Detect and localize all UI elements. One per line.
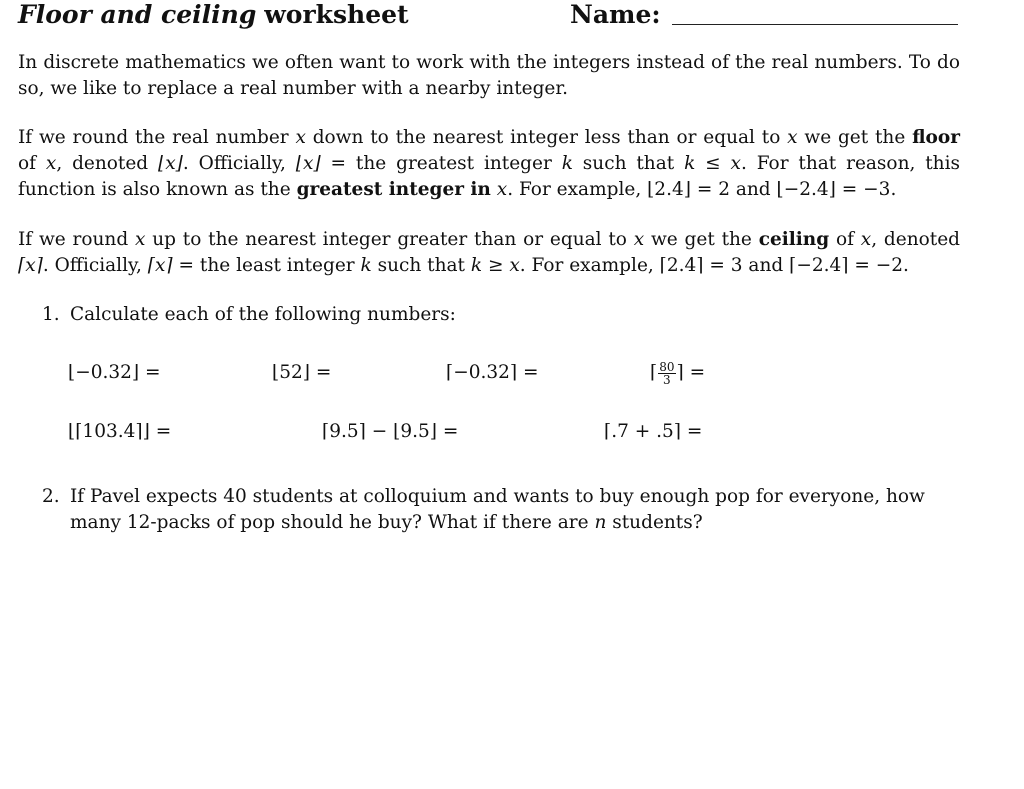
- question-2-number: 2.: [42, 486, 60, 507]
- ceiling-term: ceiling: [758, 229, 830, 250]
- title-regular: worksheet: [264, 0, 409, 29]
- expr-floor-52: ⌊52⌋ =: [272, 362, 332, 383]
- floor-paragraph: If we round the real number x down to the nearest integer less than or equal to x we get the floor of x, denoted ⌊x⌋. Officially, ⌊x⌋ = the greatest integer k such that k ≤ x. For that reason, this function is also known as the greatest integer in x. For example, ⌊2.4⌋ = 2 and ⌊−2.4⌋ = −3.: [18, 127, 960, 200]
- expr-ceiling-minus-floor-95: ⌈9.5⌉ − ⌊9.5⌋ =: [322, 421, 459, 442]
- floor-example-1: ⌊2.4⌋ = 2: [647, 179, 730, 200]
- intro-paragraph: In discrete mathematics we often want to work with the integers instead of the real numbers. To do so, we like to replace a real number with a nearby integer.: [18, 52, 960, 99]
- floor-example-2: ⌊−2.4⌋ = −3: [776, 179, 891, 200]
- question-2-text: If Pavel expects 40 students at colloquium and wants to buy enough pop for everyone, how many 12-packs of pop should he buy? What if there are n students?: [70, 486, 925, 533]
- worksheet-title: [18, 0, 409, 34]
- question-1-text: Calculate each of the following numbers:: [70, 304, 456, 325]
- expr-ceiling-80-over-3: ⌈ $\frac{80}{3}$ ⌉ =: [650, 360, 706, 387]
- floor-term: floor: [912, 127, 960, 148]
- ceiling-paragraph: If we round x up to the nearest integer greater than or equal to x we get the ceiling of x, denoted ⌈x⌉. Officially, ⌈x⌉ = the least integer k such that k ≥ x. For example, ⌈2.4⌉ = 3 and ⌈−2.4⌉ = −2.: [18, 229, 960, 276]
- fraction-80-3: $\frac{80}{3}$: [659, 360, 675, 387]
- title-italic: Floor and ceiling: [18, 0, 257, 29]
- floor-notation: ⌊x⌋: [158, 153, 183, 174]
- expr-ceiling-neg-032: ⌈−0.32⌉ =: [446, 362, 539, 383]
- expr-floor-ceiling-1034: ⌊⌈103.4⌉⌋ =: [68, 421, 172, 442]
- name-blank-line[interactable]: [672, 24, 958, 25]
- question-1-number: 1.: [42, 304, 60, 325]
- ceiling-notation: ⌈x⌉: [18, 255, 43, 276]
- name-label: Name:: [570, 0, 661, 29]
- expr-ceiling-07-plus-05: ⌈.7 + .5⌉ =: [604, 421, 703, 442]
- ceiling-example-1: ⌈2.4⌉ = 3: [659, 255, 743, 276]
- greatest-integer-term: greatest integer in: [296, 179, 491, 200]
- ceiling-example-2: ⌈−2.4⌉ = −2: [789, 255, 903, 276]
- expr-floor-neg-032: ⌊−0.32⌋ =: [68, 362, 161, 383]
